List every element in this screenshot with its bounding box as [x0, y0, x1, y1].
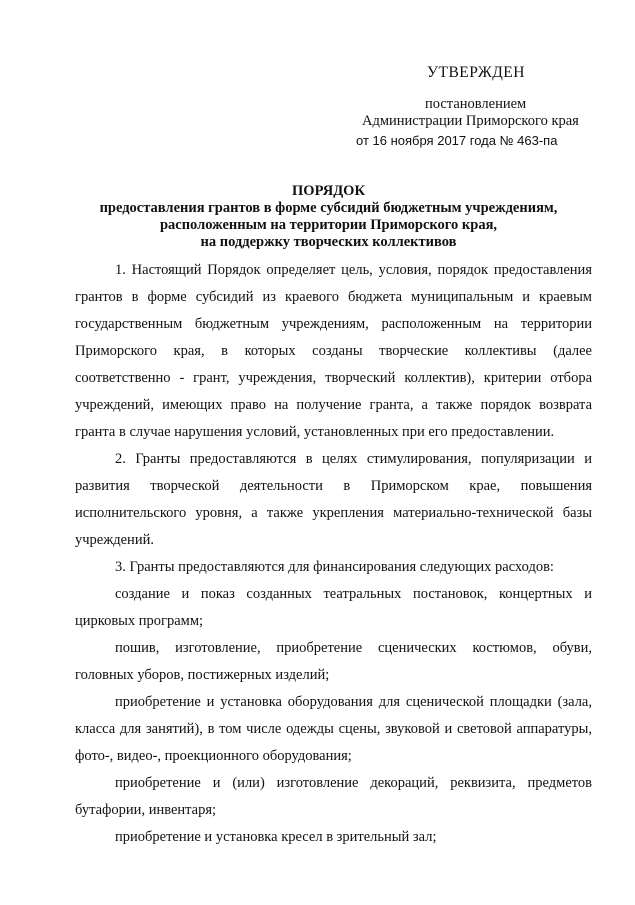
document-body — [75, 257, 592, 851]
paragraph-2: 2. Гранты предоставляются в целях стимулирования, популяризации и развития творческой деятельности в Приморском крае, повышения исполнительского уровня, а также укрепления материально-технической базы учреждений. — [75, 451, 592, 548]
paragraph-3: 3. Гранты предоставляются для финансирования следующих расходов: — [115, 559, 554, 575]
expense-item-2: пошив, изготовление, приобретение сценических костюмов, обуви, головных уборов, постижерных изделий; — [75, 640, 592, 683]
document-heading — [60, 183, 597, 251]
paragraph-1: 1. Настоящий Порядок определяет цель, условия, порядок предоставления грантов в форме субсидий из краевого бюджета муниципальным и краевым государственным бюджетным учреждениям, расположенным на территории Приморского края, в которых созданы творческие коллективы (далее соответственно - грант, учреждения, творческий коллектив), критерии отбора учреждений, имеющих право на получение гранта, а также порядок возврата гранта в случае нарушения условий, установленных при его предоставлении. — [75, 262, 592, 440]
document-subtitle-line-3: на поддержку творческих коллективов — [200, 234, 457, 250]
expense-item-4: приобретение и (или) изготовление декораций, реквизита, предметов бутафории, инвентаря; — [75, 775, 592, 818]
document-subtitle-line-2: расположенным на территории Приморского края, — [159, 217, 498, 233]
approved-title: УТВЕРЖДЕН — [427, 64, 525, 81]
approval-stamp — [0, 0, 635, 150]
approved-org: Администрации Приморского края — [362, 113, 579, 129]
expense-item-1: создание и показ созданных театральных постановок, концертных и цирковых программ; — [75, 586, 592, 629]
expense-item-5: приобретение и установка кресел в зрительный зал; — [115, 829, 437, 845]
document-title: ПОРЯДОК — [292, 183, 365, 199]
document-subtitle-line-1: предоставления грантов в форме субсидий бюджетным учреждениям, — [99, 200, 558, 216]
expense-item-3: приобретение и установка оборудования для сценической площадки (зала, класса для занятий), в том числе одежды сцены, звуковой и световой аппаратуры, фото-, видео-, проекционного оборудования; — [75, 694, 592, 764]
approved-date: от 16 ноября 2017 года № 463-па — [356, 133, 558, 148]
approved-by: постановлением — [425, 96, 527, 112]
